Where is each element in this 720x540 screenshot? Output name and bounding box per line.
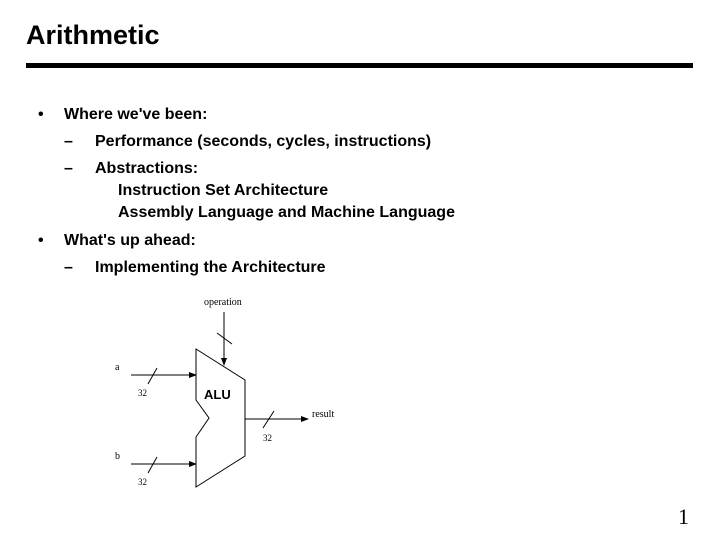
operation-label: operation xyxy=(204,297,242,308)
input-b-width: 32 xyxy=(138,477,147,487)
alu-label: ALU xyxy=(204,387,231,402)
slide-title: Arithmetic xyxy=(26,20,160,50)
dash-marker: – xyxy=(64,133,73,150)
input-a-label: a xyxy=(115,362,120,373)
abstraction-line-isa: Instruction Set Architecture xyxy=(118,182,329,199)
sub-bullet-text: Performance (seconds, cycles, instructions) xyxy=(95,133,432,150)
abstraction-line-assembly: Assembly Language and Machine Language xyxy=(118,204,455,221)
result-label: result xyxy=(312,409,335,420)
dash-marker: – xyxy=(64,259,73,276)
bullet-marker: • xyxy=(38,106,44,123)
bullet-text: What's up ahead: xyxy=(64,232,196,249)
bullet-marker: • xyxy=(38,232,44,249)
sub-bullet-text: Implementing the Architecture xyxy=(95,259,326,276)
input-b-label: b xyxy=(115,451,120,462)
dash-marker: – xyxy=(64,160,73,177)
bullet-text: Where we've been: xyxy=(64,106,208,123)
sub-bullet-text: Abstractions: xyxy=(95,160,199,177)
input-a-bus-slash xyxy=(148,368,157,384)
input-a-width: 32 xyxy=(138,388,147,398)
page-number: 1 xyxy=(678,504,689,529)
input-b-bus-slash xyxy=(148,457,157,473)
result-width: 32 xyxy=(263,433,272,443)
alu-block xyxy=(196,349,245,487)
